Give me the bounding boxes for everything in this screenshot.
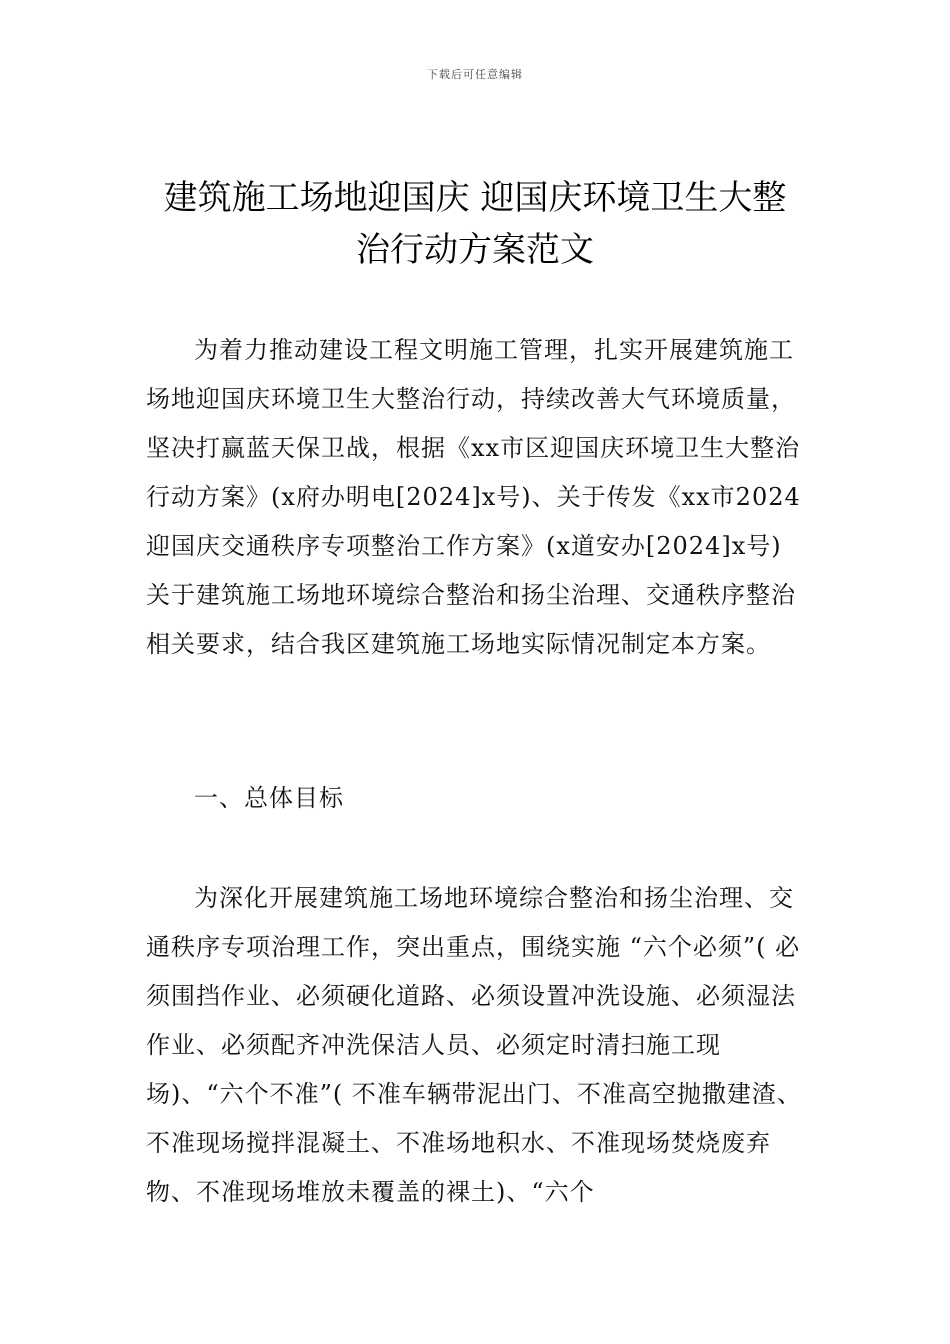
goal-paragraph: 为深化开展建筑施工场地环境综合整治和扬尘治理、交通秩序专项治理工作，突出重点，围绕实施 “六个必须”( 必须围挡作业、必须硬化道路、必须设置冲洗设施、必须湿法作业、必须配齐冲洗保洁人员、必须定时清扫施工现场)、“六个不准”( 不准车辆带泥出门、不准高空抛撒建渣、不准现场搅拌混凝土、不准场地积水、不准现场焚烧废弃物、不准现场堆放未覆盖的裸土)、“六个 xyxy=(146,884,802,1206)
document-title xyxy=(120,172,830,276)
goal-section xyxy=(146,874,806,1217)
section-1-heading: 一、总体目标 xyxy=(194,784,344,812)
header-note: 下载后可任意编辑 xyxy=(427,68,523,81)
section-1-block xyxy=(146,774,806,823)
title-line-2: 治行动方案范文 xyxy=(356,230,594,270)
intro-section xyxy=(146,326,806,669)
intro-paragraph: 为着力推动建设工程文明施工管理，扎实开展建筑施工场地迎国庆环境卫生大整治行动，持续改善大气环境质量，坚决打赢蓝天保卫战，根据《xx市区迎国庆环境卫生大整治行动方案》(x府办明电[2024]x号)、关于传发《xx市2024迎国庆交通秩序专项整治工作方案》(x道安办[2024]x号)关于建筑施工场地环境综合整治和扬尘治理、交通秩序整治相关要求，结合我区建筑施工场地实际情况制定本方案。 xyxy=(146,336,801,658)
title-line-1: 建筑施工场地迎国庆 迎国庆环境卫生大整 xyxy=(163,178,787,218)
